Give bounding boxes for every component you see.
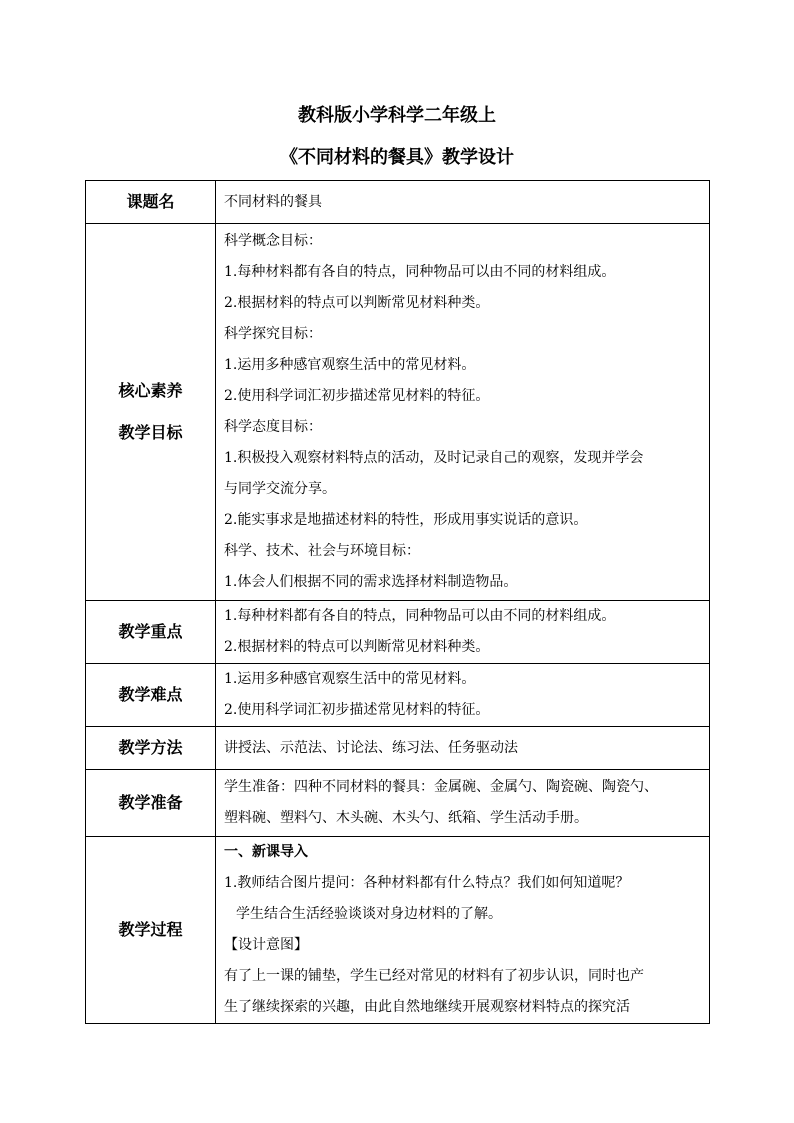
table-row-process bbox=[86, 837, 710, 1024]
table-row-key-points bbox=[86, 601, 710, 664]
text-line: 不同材料的餐具 bbox=[224, 193, 322, 210]
text-line: 2.能实事求是地描述材料的特性，形成用事实说话的意识。 bbox=[224, 512, 588, 528]
text-line: 2.使用科学词汇初步描述常见材料的特征。 bbox=[224, 702, 490, 718]
label-topic: 课题名 bbox=[86, 181, 216, 224]
text-line: 科学、技术、社会与环境目标： bbox=[224, 543, 420, 559]
label-key-points: 教学重点 bbox=[86, 601, 216, 664]
text-line: 讲授法、示范法、讨论法、练习法、任务驱动法 bbox=[224, 739, 518, 756]
table-row-topic bbox=[86, 181, 710, 224]
text-line: 1.每种材料都有各自的特点，同种物品可以由不同的材料组成。 bbox=[224, 264, 616, 280]
value-topic bbox=[216, 181, 710, 224]
label-methods: 教学方法 bbox=[86, 727, 216, 770]
text-line: 塑料碗、塑料勺、木头碗、木头勺、纸箱、学生活动手册。 bbox=[224, 810, 588, 826]
text-line: 有了上一课的铺垫，学生已经对常见的材料有了初步认识，同时也产 bbox=[224, 968, 644, 984]
text-line: 科学探究目标： bbox=[224, 326, 322, 342]
text-line: 1.运用多种感官观察生活中的常见材料。 bbox=[224, 357, 476, 373]
value-key-points bbox=[216, 601, 710, 664]
text-line: 2.使用科学词汇初步描述常见材料的特征。 bbox=[224, 388, 490, 404]
lesson-plan-table bbox=[85, 180, 710, 1024]
value-preparation bbox=[216, 770, 710, 837]
document-subtitle: 《不同材料的餐具》教学设计 bbox=[280, 147, 514, 168]
table-row-difficulties bbox=[86, 664, 710, 727]
section-heading: 一、新课导入 bbox=[224, 844, 308, 860]
text-line: 1.运用多种感官观察生活中的常见材料。 bbox=[224, 671, 476, 687]
text-line: 1.积极投入观察材料特点的活动，及时记录自己的观察，发现并学会 bbox=[224, 450, 644, 466]
text-line: 学生准备：四种不同材料的餐具：金属碗、金属勺、陶瓷碗、陶瓷勺、 bbox=[224, 779, 658, 795]
label-goals: 核心素养 教学目标 bbox=[86, 224, 216, 601]
text-line: 2.根据材料的特点可以判断常见材料种类。 bbox=[224, 295, 490, 311]
text-line: 1.体会人们根据不同的需求选择材料制造物品。 bbox=[224, 574, 518, 590]
text-line: 科学概念目标： bbox=[224, 233, 322, 249]
text-line: 1.教师结合图片提问：各种材料都有什么特点？我们如何知道呢？ bbox=[224, 875, 630, 891]
table-row-preparation bbox=[86, 770, 710, 837]
value-process bbox=[216, 837, 710, 1024]
table-row-methods bbox=[86, 727, 710, 770]
value-methods bbox=[216, 727, 710, 770]
label-difficulties: 教学难点 bbox=[86, 664, 216, 727]
text-line: 1.每种材料都有各自的特点，同种物品可以由不同的材料组成。 bbox=[224, 608, 616, 624]
text-line: 2.根据材料的特点可以判断常见材料种类。 bbox=[224, 639, 490, 655]
table-row-goals bbox=[86, 224, 710, 601]
label-process: 教学过程 bbox=[86, 837, 216, 1024]
value-difficulties bbox=[216, 664, 710, 727]
text-line: 学生结合生活经验谈谈对身边材料的了解。 bbox=[236, 906, 502, 922]
text-line: 生了继续探索的兴趣，由此自然地继续开展观察材料特点的探究活 bbox=[224, 999, 630, 1015]
label-preparation: 教学准备 bbox=[86, 770, 216, 837]
document-title: 教科版小学科学二年级上 bbox=[298, 105, 496, 126]
text-line: 【设计意图】 bbox=[224, 937, 308, 953]
value-goals bbox=[216, 224, 710, 601]
text-line: 与同学交流分享。 bbox=[224, 481, 336, 497]
text-line: 科学态度目标： bbox=[224, 419, 322, 435]
